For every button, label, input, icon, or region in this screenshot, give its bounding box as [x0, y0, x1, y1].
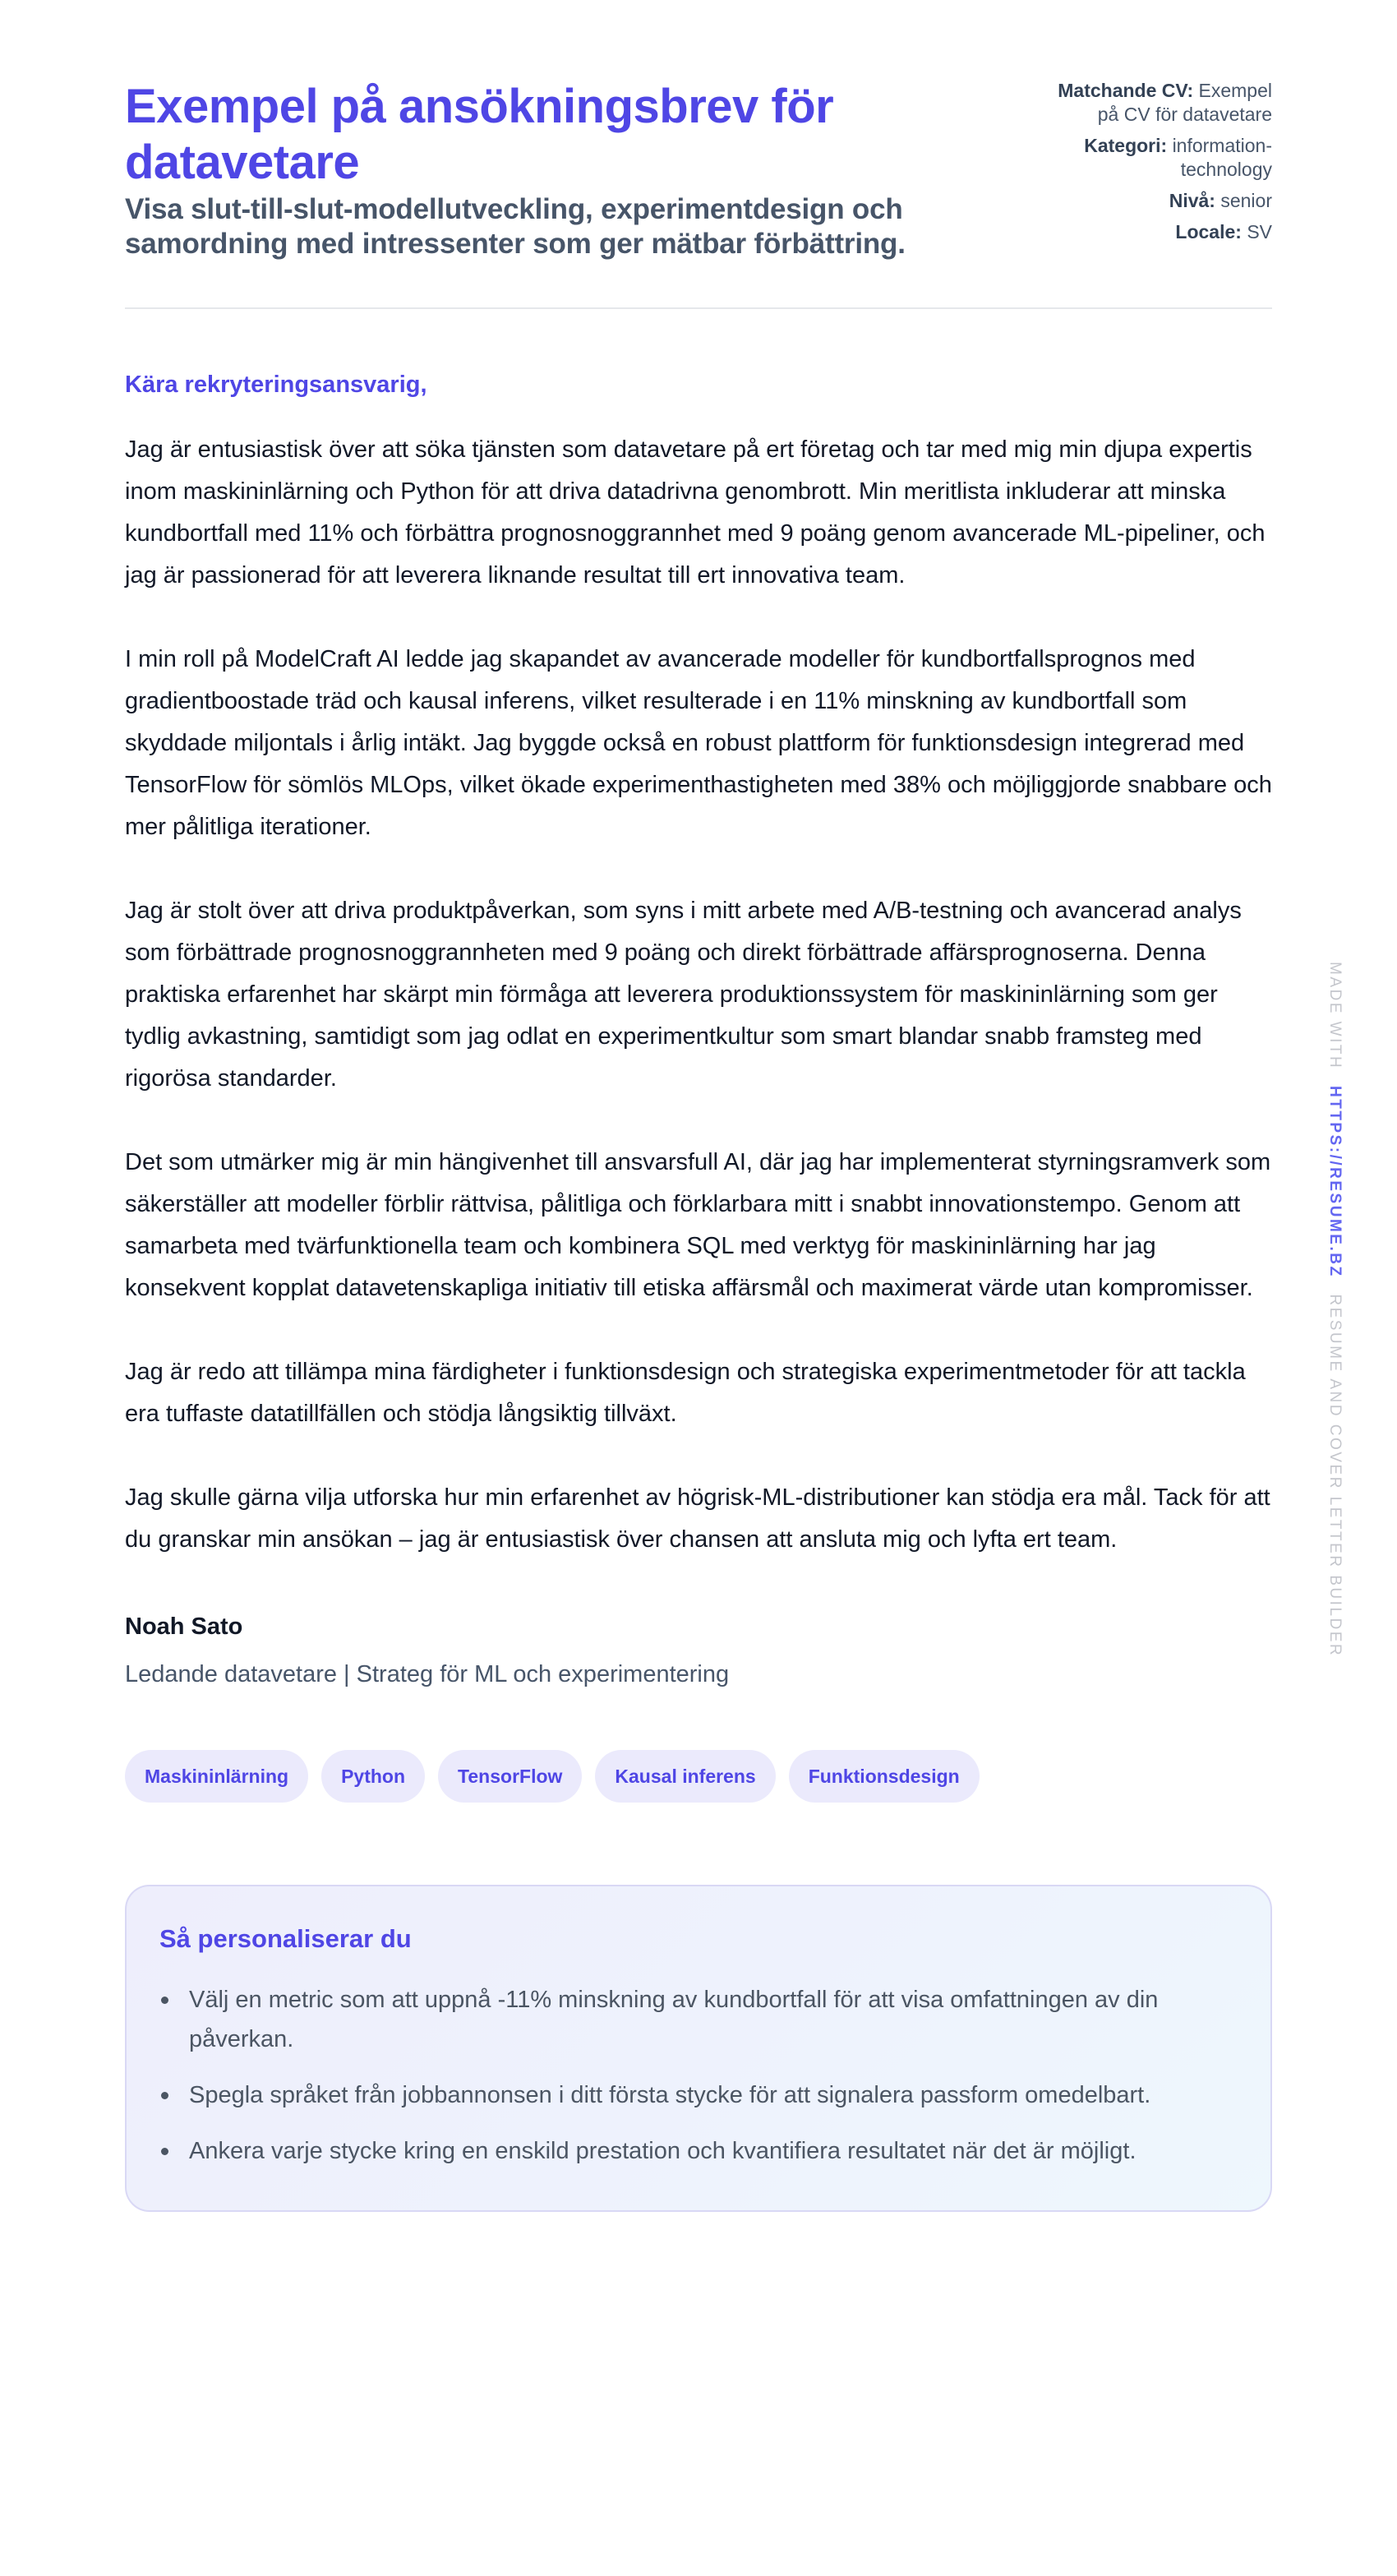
tips-title: Så personaliserar du	[159, 1924, 412, 1953]
signature-block	[125, 1610, 1272, 1691]
bullet-icon	[161, 2148, 168, 2155]
meta-locale	[1034, 220, 1272, 244]
tips-item-text: Ankera varje stycke kring en enskild prestation och kvantifiera resultatet när det är möjligt.	[189, 2138, 1137, 2164]
meta-label: Matchande CV:	[1058, 80, 1194, 101]
signature-title: Ledande datavetare | Strateg för ML och experimentering	[125, 1661, 730, 1687]
meta-value: SV	[1247, 221, 1272, 242]
letter-paragraph: Jag är entusiastisk över att söka tjänsten som datavetare på ert företag och tar med mig min djupa expertis inom maskininlärning och Python för att driva datadrivna genombrott. Min meritlista inkluderar att minska kundbortfall med 11% och förbättra prognosnoggrannhet med 9 poäng genom avancerade ML-pipeliner, och jag är passionerad för att leverera liknande resultat till ert innovativa team.	[125, 436, 1266, 589]
meta-matching-cv	[1034, 79, 1272, 127]
meta-panel	[1034, 79, 1272, 252]
tips-list	[159, 1980, 1238, 2171]
letter-greeting: Kära rekryteringsansvarig,	[125, 372, 427, 398]
meta-value: information-technology	[1172, 135, 1272, 180]
page-header	[125, 79, 1272, 309]
signature-name: Noah Sato	[125, 1613, 243, 1640]
meta-value-link[interactable]: Exempel på CV för datavetare	[1097, 80, 1272, 125]
letter-paragraph: I min roll på ModelCraft AI ledde jag skapandet av avancerade modeller för kundbortfallsprognos med gradientboostade träd och kausal inferens, vilket resulterade i en 11% minskning av kundbortfall som skyddade miljontals i årlig intäkt. Jag byggde också en robust plattform för funktionsdesign integrerad med TensorFlow för sömlös MLOps, vilket ökade experimenthastigheten med 38% och möjliggjorde snabbare och mer pålitliga iterationer.	[125, 646, 1272, 840]
personalization-tips	[125, 1885, 1272, 2212]
bullet-icon	[161, 2092, 168, 2099]
tips-item-text: Välj en metric som att uppnå -11% minskning av kundbortfall för att visa omfattningen av din påverkan.	[189, 1987, 1159, 2052]
meta-label: Nivå:	[1169, 190, 1215, 211]
skill-chip[interactable]: Maskininlärning	[125, 1750, 308, 1803]
tips-item	[159, 2131, 1238, 2171]
letter-paragraph: Jag är redo att tillämpa mina färdigheter i funktionsdesign och strategiska experimentmetoder för att tackla era tuffaste datatillfällen och stödja långsiktig tillväxt.	[125, 1359, 1246, 1427]
letter-paragraph: Jag är stolt över att driva produktpåverkan, som syns i mitt arbete med A/B-testning och avancerad analys som förbättrade prognosnoggrannheten med 9 poäng och direkt förbättrade affärsprognoserna. Denna praktiska erfarenhet har skärpt min förmåga att leverera produktionssystem för maskininlärning som ger tydlig avkastning, samtidigt som jag odlat en experimentkultur som smart blandar snabb framsteg med rigorösa standarder.	[125, 898, 1242, 1092]
meta-level	[1034, 189, 1272, 213]
tips-item	[159, 1980, 1238, 2059]
meta-category	[1034, 134, 1272, 182]
meta-value: senior	[1220, 190, 1272, 211]
header-titles	[125, 79, 996, 261]
watermark-link[interactable]: HTTPS://RESUME.BZ	[1326, 1086, 1344, 1278]
skill-chip[interactable]: Python	[321, 1750, 425, 1803]
meta-label: Locale:	[1175, 221, 1242, 242]
skill-chips	[125, 1750, 1272, 1803]
watermark-prefix: MADE WITH	[1326, 962, 1344, 1070]
skill-chip[interactable]: TensorFlow	[438, 1750, 582, 1803]
tips-item-text: Spegla språket från jobbannonsen i ditt första stycke för att signalera passform omedelbart.	[189, 2082, 1151, 2108]
made-with-watermark	[1326, 962, 1344, 1657]
skill-chip[interactable]: Funktionsdesign	[789, 1750, 980, 1803]
letter-body	[125, 309, 1272, 1691]
page-title: Exempel på ansökningsbrev för datavetare	[125, 80, 834, 189]
letter-paragraph: Det som utmärker mig är min hängivenhet till ansvarsfull AI, där jag har implementerat styrningsramverk som säkerställer att modeller förblir rättvisa, pålitliga och förklarbara mitt i snabbt innovationstempo. Genom att samarbeta med tvärfunktionella team och kombinera SQL med verktyg för maskininlärning har jag konsekvent kopplat datavetenskapliga initiativ till etiska affärsmål och maximerat värde utan kompromisser.	[125, 1149, 1271, 1301]
tips-item	[159, 2075, 1238, 2115]
page-subtitle: Visa slut-till-slut-modellutveckling, experimentdesign och samordning med intressenter som ger mätbar förbättring.	[125, 193, 906, 260]
skill-chip[interactable]: Kausal inferens	[595, 1750, 775, 1803]
watermark-suffix: RESUME AND COVER LETTER BUILDER	[1326, 1294, 1344, 1658]
letter-paragraph: Jag skulle gärna vilja utforska hur min erfarenhet av högrisk-ML-distributioner kan stödja era mål. Tack för att du granskar min ansökan – jag är entusiastisk över chansen att ansluta mig och lyfta ert team.	[125, 1484, 1270, 1553]
bullet-icon	[161, 1997, 168, 2004]
meta-label: Kategori:	[1084, 135, 1168, 156]
